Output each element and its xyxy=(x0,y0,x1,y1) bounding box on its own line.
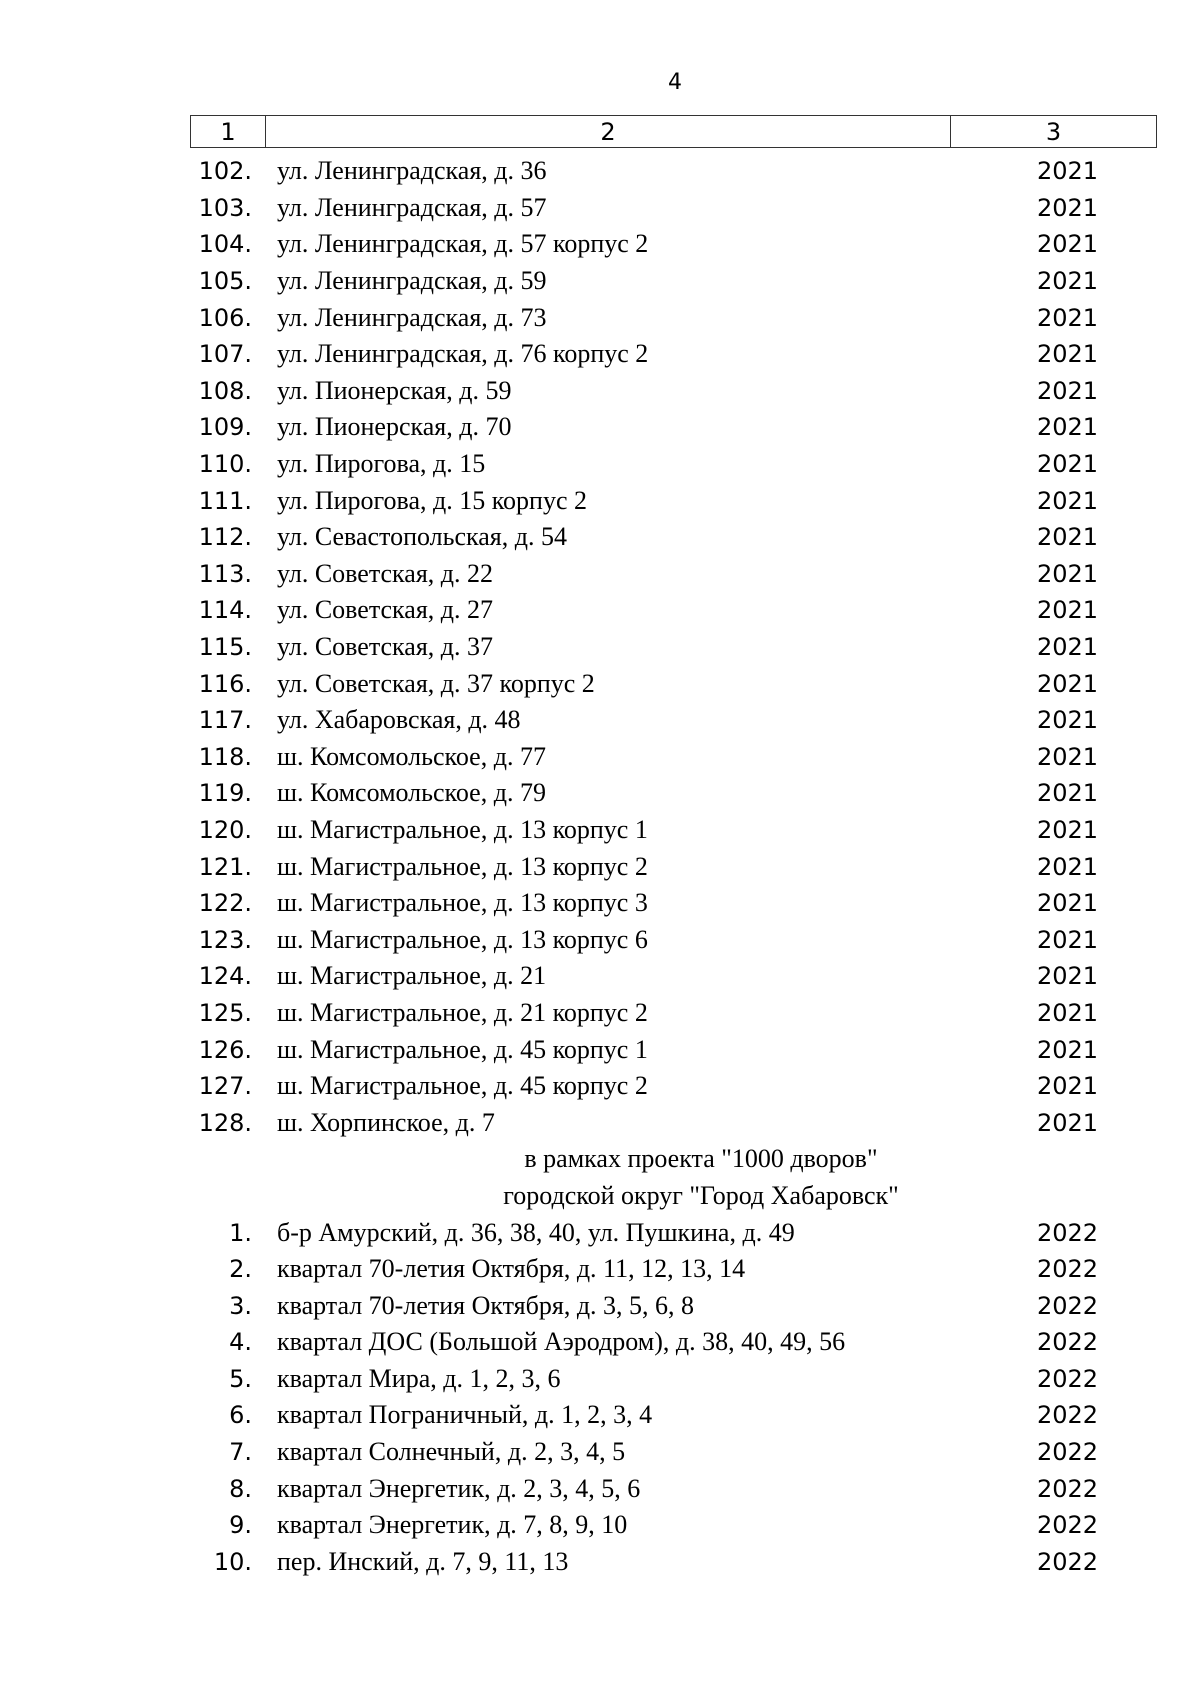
table-row xyxy=(190,373,1157,410)
table-row xyxy=(190,336,1157,373)
row-year: 2021 xyxy=(1036,523,1099,552)
row-number: 122. xyxy=(198,889,252,918)
row-address: ул. Советская, д. 37 корпус 2 xyxy=(277,668,595,698)
table-row xyxy=(190,1361,1157,1398)
row-address: квартал Мира, д. 1, 2, 3, 6 xyxy=(277,1363,561,1393)
row-year: 2021 xyxy=(1036,340,1099,369)
row-number: 102. xyxy=(198,157,252,186)
row-address: б-р Амурский, д. 36, 38, 40, ул. Пушкина, д. 49 xyxy=(277,1217,795,1247)
table-row xyxy=(190,885,1157,922)
row-year: 2021 xyxy=(1036,962,1099,991)
table-row xyxy=(190,1397,1157,1434)
row-number: 119. xyxy=(198,779,252,808)
table-row xyxy=(190,848,1157,885)
row-address: ш. Магистральное, д. 13 корпус 3 xyxy=(277,888,648,918)
table-row xyxy=(190,190,1157,227)
row-year: 2021 xyxy=(1036,450,1099,479)
row-address: ш. Магистральное, д. 21 xyxy=(277,961,547,991)
row-year: 2021 xyxy=(1036,815,1099,844)
page-number: 4 xyxy=(668,70,682,95)
row-address: ул. Севастопольская, д. 54 xyxy=(277,522,567,552)
table-row xyxy=(190,1287,1157,1324)
row-address: ул. Ленинградская, д. 73 xyxy=(277,302,547,332)
row-number: 115. xyxy=(198,633,252,662)
row-year: 2022 xyxy=(1036,1401,1099,1430)
row-number: 2. xyxy=(229,1255,252,1284)
row-address: ш. Комсомольское, д. 77 xyxy=(277,741,546,771)
row-year: 2021 xyxy=(1036,742,1099,771)
table-row xyxy=(190,665,1157,702)
row-number: 116. xyxy=(198,669,252,698)
row-address: ул. Хабаровская, д. 48 xyxy=(277,705,521,735)
table-row xyxy=(190,153,1157,190)
row-year: 2021 xyxy=(1036,193,1099,222)
row-number: 124. xyxy=(198,962,252,991)
row-address: квартал Энергетик, д. 7, 8, 9, 10 xyxy=(277,1510,628,1540)
row-address: ш. Магистральное, д. 13 корпус 6 xyxy=(277,924,648,954)
row-number: 9. xyxy=(229,1511,252,1540)
row-year: 2021 xyxy=(1036,1108,1099,1137)
row-year: 2021 xyxy=(1036,303,1099,332)
row-address: квартал Пограничный, д. 1, 2, 3, 4 xyxy=(277,1400,653,1430)
table-row xyxy=(190,921,1157,958)
table-row xyxy=(190,446,1157,483)
row-address: ул. Пирогова, д. 15 корпус 2 xyxy=(277,485,588,515)
row-number: 113. xyxy=(198,559,252,588)
row-year: 2022 xyxy=(1036,1218,1099,1247)
row-year: 2021 xyxy=(1036,779,1099,808)
table-row xyxy=(190,556,1157,593)
row-number: 104. xyxy=(198,230,252,259)
row-number: 118. xyxy=(198,742,252,771)
row-year: 2021 xyxy=(1036,413,1099,442)
row-address: ш. Магистральное, д. 21 корпус 2 xyxy=(277,997,648,1027)
row-year: 2021 xyxy=(1036,852,1099,881)
table-row xyxy=(190,226,1157,263)
row-number: 121. xyxy=(198,852,252,881)
table-row xyxy=(190,739,1157,776)
table-row xyxy=(190,958,1157,995)
table-row xyxy=(190,1251,1157,1288)
table-row xyxy=(190,409,1157,446)
table-header xyxy=(190,115,1157,148)
table-row xyxy=(190,1434,1157,1471)
row-number: 123. xyxy=(198,925,252,954)
row-address: ш. Магистральное, д. 45 корпус 2 xyxy=(277,1071,648,1101)
table-row xyxy=(190,482,1157,519)
row-address: ул. Ленинградская, д. 57 корпус 2 xyxy=(277,229,649,259)
row-number: 108. xyxy=(198,376,252,405)
row-number: 4. xyxy=(229,1328,252,1357)
row-year: 2021 xyxy=(1036,925,1099,954)
row-address: ул. Ленинградская, д. 57 xyxy=(277,192,547,222)
row-year: 2022 xyxy=(1036,1474,1099,1503)
table-row xyxy=(190,775,1157,812)
row-year: 2021 xyxy=(1036,1035,1099,1064)
row-number: 120. xyxy=(198,815,252,844)
row-year: 2021 xyxy=(1036,376,1099,405)
row-address: ул. Советская, д. 37 xyxy=(277,632,494,662)
row-number: 127. xyxy=(198,1072,252,1101)
row-address: квартал Солнечный, д. 2, 3, 4, 5 xyxy=(277,1437,626,1467)
row-year: 2022 xyxy=(1036,1364,1099,1393)
table-row xyxy=(190,1507,1157,1544)
row-year: 2021 xyxy=(1036,1072,1099,1101)
row-address: ул. Советская, д. 22 xyxy=(277,558,494,588)
row-address: ул. Советская, д. 27 xyxy=(277,595,494,625)
row-year: 2021 xyxy=(1036,230,1099,259)
table-row xyxy=(190,629,1157,666)
row-address: квартал 70-летия Октября, д. 11, 12, 13, 14 xyxy=(277,1254,746,1284)
table-row xyxy=(190,1544,1157,1581)
row-address: ул. Пирогова, д. 15 xyxy=(277,449,486,479)
row-number: 125. xyxy=(198,998,252,1027)
row-address: ул. Ленинградская, д. 36 xyxy=(277,156,547,186)
row-number: 126. xyxy=(198,1035,252,1064)
header-col-1: 1 xyxy=(191,116,266,147)
table-row xyxy=(190,299,1157,336)
row-number: 7. xyxy=(229,1438,252,1467)
row-address: ул. Пионерская, д. 70 xyxy=(277,412,512,442)
row-address: ш. Комсомольское, д. 79 xyxy=(277,778,546,808)
table-row xyxy=(190,1214,1157,1251)
table-row xyxy=(190,592,1157,629)
section-title-project: в рамках проекта "1000 дворов" xyxy=(524,1144,878,1174)
row-year: 2022 xyxy=(1036,1438,1099,1467)
row-year: 2021 xyxy=(1036,633,1099,662)
section-title-district: городской округ "Город Хабаровск" xyxy=(503,1180,899,1210)
row-year: 2021 xyxy=(1036,706,1099,735)
row-address: ул. Ленинградская, д. 76 корпус 2 xyxy=(277,339,649,369)
table-row xyxy=(190,702,1157,739)
row-address: квартал ДОС (Большой Аэродром), д. 38, 40, 49, 56 xyxy=(277,1327,846,1357)
table-row xyxy=(190,812,1157,849)
row-number: 1. xyxy=(229,1218,252,1247)
row-address: ш. Магистральное, д. 13 корпус 1 xyxy=(277,814,648,844)
row-year: 2022 xyxy=(1036,1511,1099,1540)
row-year: 2021 xyxy=(1036,486,1099,515)
row-address: ш. Магистральное, д. 13 корпус 2 xyxy=(277,851,648,881)
row-number: 111. xyxy=(198,486,252,515)
table-row xyxy=(190,1470,1157,1507)
table-row xyxy=(190,1031,1157,1068)
row-year: 2022 xyxy=(1036,1328,1099,1357)
table-row xyxy=(190,995,1157,1032)
row-year: 2021 xyxy=(1036,157,1099,186)
row-year: 2021 xyxy=(1036,998,1099,1027)
row-number: 117. xyxy=(198,706,252,735)
row-address: ул. Ленинградская, д. 59 xyxy=(277,266,547,296)
row-year: 2022 xyxy=(1036,1291,1099,1320)
table-row xyxy=(190,1104,1157,1141)
row-number: 105. xyxy=(198,267,252,296)
row-address: ш. Магистральное, д. 45 корпус 1 xyxy=(277,1034,648,1064)
row-year: 2022 xyxy=(1036,1547,1099,1576)
row-number: 6. xyxy=(229,1401,252,1430)
address-list xyxy=(190,153,1157,1580)
row-address: ул. Пионерская, д. 59 xyxy=(277,375,512,405)
row-address: пер. Инский, д. 7, 9, 11, 13 xyxy=(277,1546,569,1576)
row-address: квартал 70-летия Октября, д. 3, 5, 6, 8 xyxy=(277,1290,695,1320)
table-row xyxy=(190,1324,1157,1361)
row-number: 110. xyxy=(198,450,252,479)
row-number: 3. xyxy=(229,1291,252,1320)
row-year: 2021 xyxy=(1036,669,1099,698)
row-year: 2021 xyxy=(1036,596,1099,625)
row-number: 8. xyxy=(229,1474,252,1503)
row-number: 109. xyxy=(198,413,252,442)
row-number: 106. xyxy=(198,303,252,332)
table-row xyxy=(190,263,1157,300)
table-row xyxy=(190,519,1157,556)
row-year: 2021 xyxy=(1036,889,1099,918)
row-address: квартал Энергетик, д. 2, 3, 4, 5, 6 xyxy=(277,1473,641,1503)
row-number: 112. xyxy=(198,523,252,552)
row-number: 10. xyxy=(213,1547,252,1576)
header-col-2: 2 xyxy=(266,116,951,147)
row-year: 2022 xyxy=(1036,1255,1099,1284)
row-number: 114. xyxy=(198,596,252,625)
row-address: ш. Хорпинское, д. 7 xyxy=(277,1107,495,1137)
row-number: 5. xyxy=(229,1364,252,1393)
row-number: 103. xyxy=(198,193,252,222)
table-row xyxy=(190,1068,1157,1105)
row-number: 128. xyxy=(198,1108,252,1137)
row-year: 2021 xyxy=(1036,267,1099,296)
header-col-3: 3 xyxy=(1045,117,1062,146)
row-number: 107. xyxy=(198,340,252,369)
row-year: 2021 xyxy=(1036,559,1099,588)
